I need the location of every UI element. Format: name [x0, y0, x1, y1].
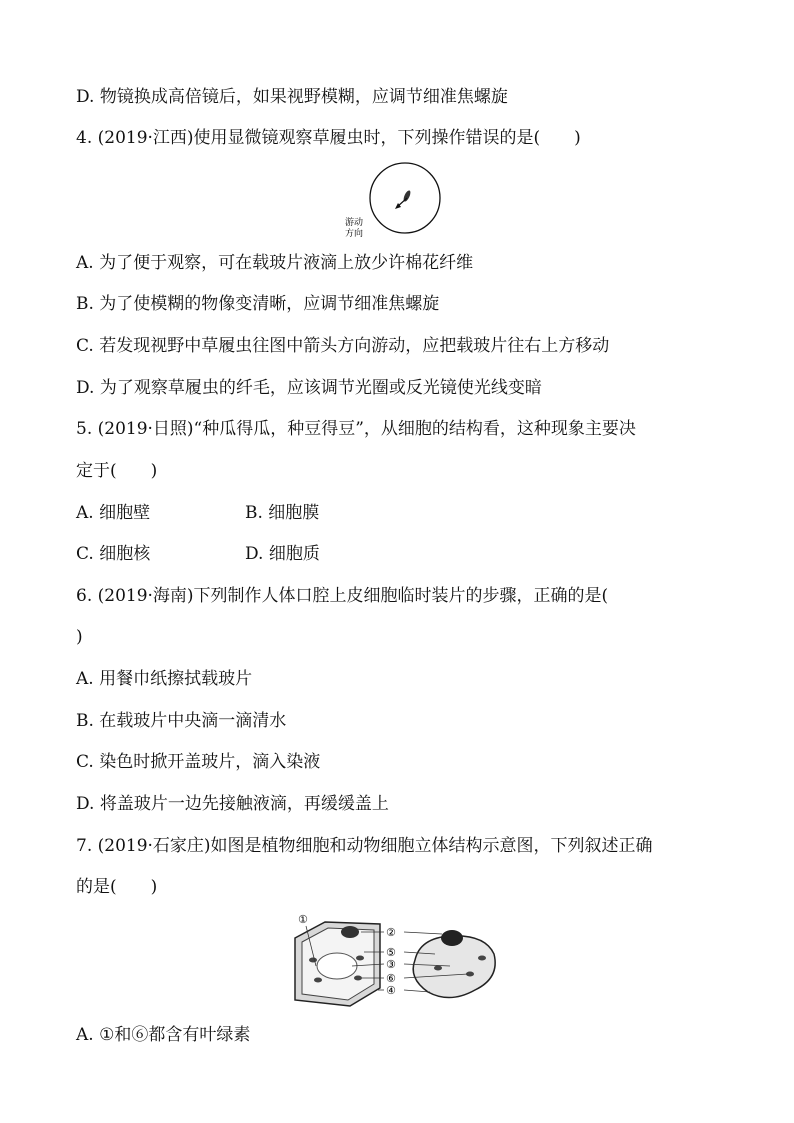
figure-label-direction: 方向	[345, 229, 364, 239]
q7-stem-line1: 7. (2019·石家庄)如图是植物细胞和动物细胞立体结构示意图，下列叙述正确	[76, 836, 653, 856]
q4-option-b: B. 为了使模糊的物像变清晰，应调节细准焦螺旋	[76, 294, 440, 314]
q5-stem-line1: 5. (2019·日照)“种瓜得瓜，种豆得豆”，从细胞的结构看，这种现象主要决	[76, 419, 636, 439]
label-2: ②	[386, 926, 396, 939]
q3-option-d: D. 物镜换成高倍镜后，如果视野模糊，应调节细准焦螺旋	[76, 87, 508, 107]
q7-stem-line2: 的是( )	[76, 877, 158, 897]
q5-option-d: D. 细胞质	[245, 544, 320, 564]
q7-option-a: A. ①和⑥都含有叶绿素	[76, 1025, 251, 1045]
q6-stem-line1: 6. (2019·海南)下列制作人体口腔上皮细胞临时装片的步骤，正确的是(	[76, 586, 609, 606]
cell-structure-figure	[280, 908, 530, 1014]
q5-option-c: C. 细胞核	[76, 544, 151, 564]
paramecium-figure	[345, 160, 455, 245]
q5-stem-line2: 定于( )	[76, 461, 158, 481]
q5-option-a: A. 细胞壁	[76, 503, 151, 523]
q4-option-d: D. 为了观察草履虫的纤毛，应该调节光圈或反光镜使光线变暗	[76, 378, 542, 398]
figure-label-swim: 游动	[345, 218, 364, 228]
q4-option-a: A. 为了便于观察，可在载玻片液滴上放少许棉花纤维	[76, 253, 474, 273]
animal-cell-diagram	[413, 930, 495, 998]
label-6: ⑥	[386, 972, 396, 985]
q4-option-c: C. 若发现视野中草履虫往图中箭头方向游动，应把载玻片往右上方移动	[76, 336, 610, 356]
q5-option-b: B. 细胞膜	[245, 503, 320, 523]
swim-direction-arrow-icon	[395, 198, 407, 209]
q4-stem: 4. (2019·江西)使用显微镜观察草履虫时，下列操作错误的是( )	[76, 128, 581, 148]
label-5: ⑤	[386, 946, 396, 959]
label-1: ①	[298, 913, 308, 926]
q6-option-b: B. 在载玻片中央滴一滴清水	[76, 711, 287, 731]
q6-option-d: D. 将盖玻片一边先接触液滴，再缓缓盖上	[76, 794, 389, 814]
q6-stem-line2: )	[76, 627, 83, 647]
q6-option-a: A. 用餐巾纸擦拭载玻片	[76, 669, 253, 689]
label-4: ④	[386, 984, 396, 997]
label-3: ③	[386, 958, 396, 971]
q6-option-c: C. 染色时掀开盖玻片，滴入染液	[76, 752, 321, 772]
